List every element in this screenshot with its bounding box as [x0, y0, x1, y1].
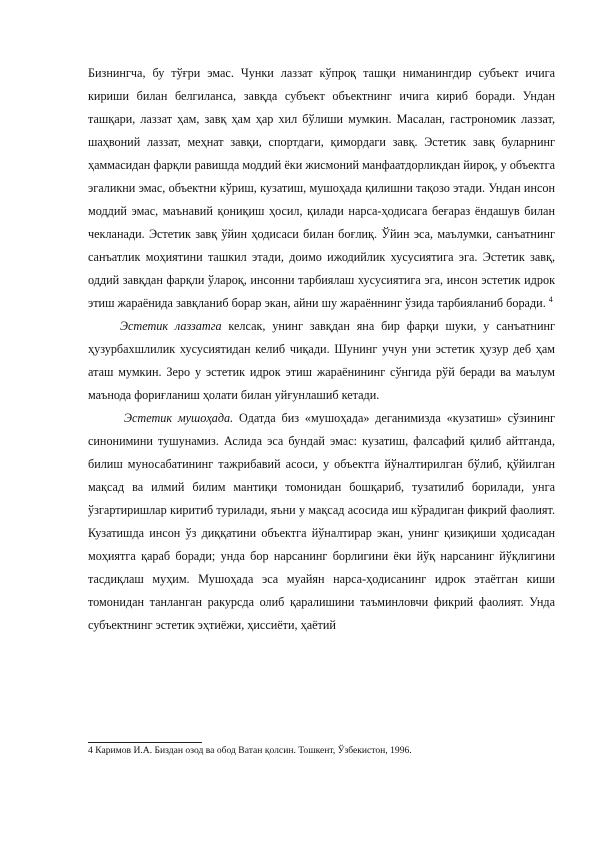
- term-estetik-lazzat: Эстетик лаззатга: [120, 319, 222, 333]
- paragraph-text: Одатда биз «мушоҳада» деганимизда «кузатиш» сўзининг синонимини тушунамиз. Аслида эса бундай эмас: кузатиш, фалсафий қилиб айтганда, билиш муносабатининг тажрибавий асоси, у объектга йўналтирилган бўлиб, қўйилган мақсад ва илмий билим мантиқи томонидан бошқариб, тузатилиб борилади, унга ўзгартиришлар киритиб турилади, яъни у мақсад асосида иш кўрадиган фикрий фаолият. Кузатишда инсон ўз диққатини объектга йўналтирар экан, унинг қизиқиши ҳодисадан моҳиятга қараб боради; унда бор нарсанинг борлигини ёки йўқ нарсанинг йўқлигини тасдиқлаш муҳим. Мушоҳада эса муайян нарса-ҳодисанинг идрок этаётган киши томонидан танланган ракурсда олиб қаралишини таъминловчи фикрий фаолият. Унда субъектнинг эстетик эҳтиёжи, ҳиссиёти, ҳаётий: [88, 411, 555, 632]
- paragraph-text: Бизнингча, бу тўғри эмас. Чунки лаззат кўпроқ ташқи ниманингдир субъект ичига кириши билан белгиланса, завқда субъект объектнинг ичига кириб боради. Ундан ташқари, лаззат ҳам, завқ ҳам ҳар хил бўлиши мумкин. Масалан, гастрономик лаззат, шаҳвоний лаззат, меҳнат завқи, спортдаги, қимордаги завқ. Эстетик завқ буларнинг ҳаммасидан фарқли равишда моддий ёки жисмоний манфаатдорликдан йироқ, у объектга эгаликни эмас, объектни кўриш, кузатиш, мушоҳада қилишни тақозо этади. Ундан инсон моддий эмас, маънавий қониқиш ҳосил, қилади нарса-ҳодисага беғараз ёндашув билан чекланади. Эстетик завқ ўйин ҳодисаси билан боғлиқ. Ўйин эса, маълумки, санъатнинг санъатлик моҳиятини ташкил этади, доимо ижодийлик хусусиятига эга. Эстетик завқ, оддий завқдан фарқли ўлароқ, инсонни тарбиялаш хусусиятига эга, инсон эстетик идрок этиш жараёнида завқланиб борар экан, айни шу жараённинг ўзида тарбияланиб боради.: [88, 66, 555, 310]
- term-estetik-mushohada: Эстетик мушоҳада.: [124, 411, 234, 425]
- paragraph-text: келсак, унинг завқдан яна бир фарқи шуки, у санъатнинг ҳузурбахшлилик хусусиятидан келиб чиқади. Шунинг учун уни эстетик ҳузур деб ҳам аташ мумкин. Зеро у эстетик идрок этиш жараёнининг сўнгида рўй беради ва маълум маънода фориғланиш ҳолати билан уйғунлашиб кетади.: [88, 319, 555, 402]
- footnote-separator: [88, 742, 202, 743]
- paragraph-estetik-mushohada: [88, 407, 555, 637]
- footnote: 4 Каримов И.А. Биздан озод ва обод Ватан қолсин. Тошкент, Ўзбекистон, 1996.: [88, 745, 412, 756]
- footnote-reference: 4: [548, 294, 553, 304]
- paragraph-zavq: [88, 62, 555, 315]
- paragraph-estetik-lazzat: [88, 315, 555, 407]
- document-body: [88, 62, 555, 637]
